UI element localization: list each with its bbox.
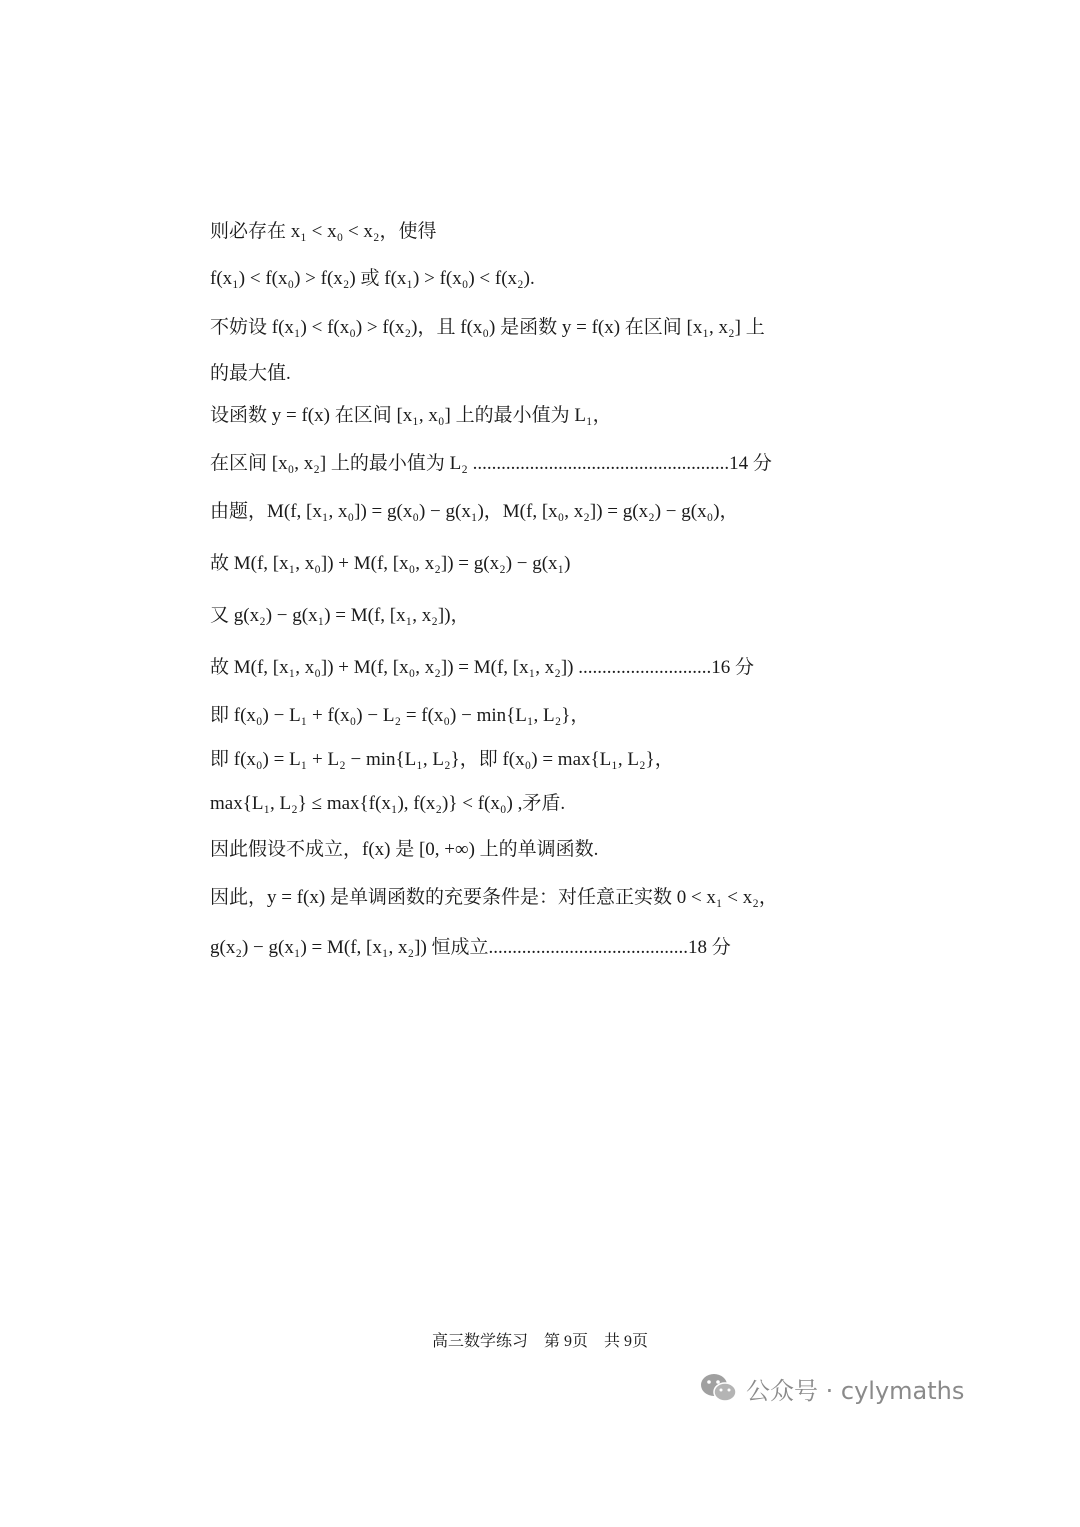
solution-line-16: g(x₂) − g(x₁) = M(f, [x₁, x₂]) 恒成立..........................................18 分 (210, 937, 731, 958)
solution-line-9: 又 g(x₂) − g(x₁) = M(f, [x₁, x₂])， (210, 605, 470, 626)
page-footer: 高三数学练习 第 9页 共 9页 (431, 1333, 648, 1350)
watermark (700, 1368, 964, 1408)
solution-line-14: 因此假设不成立，f(x) 是 [0, +∞) 上的单调函数. (210, 839, 599, 860)
solution-line-7: 由题，M(f, [x₁, x₀]) = g(x₀) − g(x₁)，M(f, [x₀, x₂]) = g(x₂) − g(x₀)， (210, 501, 739, 522)
solution-line-15: 因此，y = f(x) 是单调函数的充要条件是：对任意正实数 0 < x₁ < x₂， (210, 887, 778, 908)
solution-line-12: 即 f(x₀) = L₁ + L₂ − min{L₁, L₂}，即 f(x₀) = max{L₁, L₂}， (210, 749, 674, 770)
solution-line-1: 则必存在 x₁ < x₀ < x₂，使得 (210, 221, 437, 242)
solution-line-3: 不妨设 f(x₁) < f(x₀) > f(x₂)，且 f(x₀) 是函数 y = f(x) 在区间 [x₁, x₂] 上 (210, 317, 765, 338)
solution-line-2: f(x₁) < f(x₀) > f(x₂) 或 f(x₁) > f(x₀) < f(x₂). (210, 268, 535, 289)
solution-line-13: max{L₁, L₂} ≤ max{f(x₁), f(x₂)} < f(x₀) ,矛盾. (210, 793, 566, 814)
wechat-icon (700, 1372, 738, 1404)
solution-line-5: 设函数 y = f(x) 在区间 [x₁, x₀] 上的最小值为 L₁， (210, 405, 612, 426)
solution-line-4: 的最大值. (210, 363, 291, 384)
solution-line-8: 故 M(f, [x₁, x₀]) + M(f, [x₀, x₂]) = g(x₂) − g(x₁) (210, 553, 571, 574)
solution-line-11: 即 f(x₀) − L₁ + f(x₀) − L₂ = f(x₀) − min{L₁, L₂}， (210, 705, 590, 726)
solution-line-6: 在区间 [x₀, x₂] 上的最小值为 L₂ ......................................................14 分 (210, 453, 772, 474)
watermark-text: 公众号 · cylymaths (746, 1376, 965, 1405)
solution-line-10: 故 M(f, [x₁, x₀]) + M(f, [x₀, x₂]) = M(f, [x₁, x₂]) ............................16 分 (210, 657, 755, 678)
